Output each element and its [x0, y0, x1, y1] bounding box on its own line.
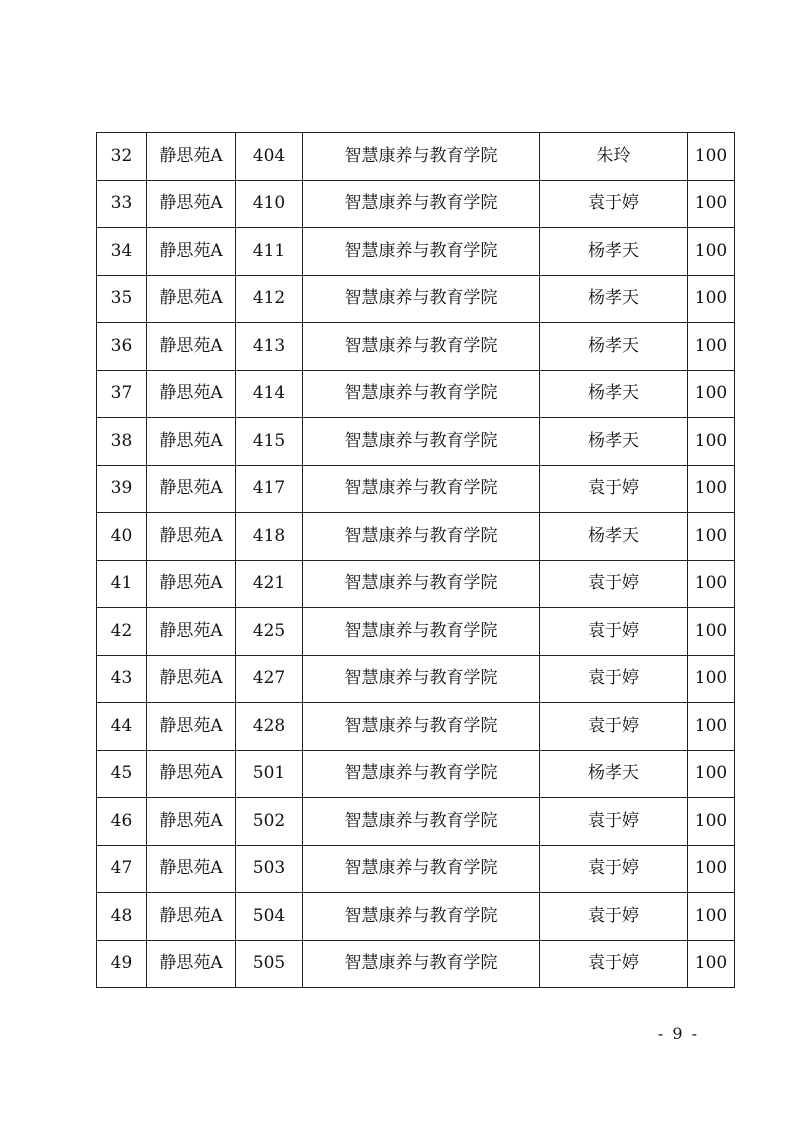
score-cell: 100: [688, 465, 735, 513]
room-number-cell: 411: [236, 228, 303, 276]
score-cell: 100: [688, 370, 735, 418]
score-cell: 100: [688, 703, 735, 751]
college-cell: 智慧康养与教育学院: [303, 275, 540, 323]
row-number-cell: 49: [97, 940, 147, 988]
room-number-cell: 427: [236, 655, 303, 703]
building-cell: 静思苑A: [147, 798, 236, 846]
room-number-cell: 504: [236, 893, 303, 941]
college-cell: 智慧康养与教育学院: [303, 133, 540, 181]
room-number-cell: 417: [236, 465, 303, 513]
person-name-cell: 朱玲: [540, 133, 688, 181]
building-cell: 静思苑A: [147, 323, 236, 371]
score-cell: 100: [688, 798, 735, 846]
row-number-cell: 48: [97, 893, 147, 941]
person-name-cell: 袁于婷: [540, 655, 688, 703]
building-cell: 静思苑A: [147, 133, 236, 181]
person-name-cell: 袁于婷: [540, 940, 688, 988]
row-number-cell: 34: [97, 228, 147, 276]
person-name-cell: 袁于婷: [540, 608, 688, 656]
room-number-cell: 413: [236, 323, 303, 371]
score-cell: 100: [688, 275, 735, 323]
room-number-cell: 404: [236, 133, 303, 181]
room-number-cell: 425: [236, 608, 303, 656]
person-name-cell: 杨孝天: [540, 418, 688, 466]
room-number-cell: 412: [236, 275, 303, 323]
table-row: [97, 133, 735, 181]
building-cell: 静思苑A: [147, 275, 236, 323]
score-cell: 100: [688, 323, 735, 371]
table-row: [97, 798, 735, 846]
building-cell: 静思苑A: [147, 940, 236, 988]
room-number-cell: 502: [236, 798, 303, 846]
table-row: [97, 465, 735, 513]
row-number-cell: 46: [97, 798, 147, 846]
table-row: [97, 893, 735, 941]
room-number-cell: 418: [236, 513, 303, 561]
person-name-cell: 杨孝天: [540, 370, 688, 418]
table-row: [97, 560, 735, 608]
table-row: [97, 418, 735, 466]
score-cell: 100: [688, 180, 735, 228]
table-row: [97, 513, 735, 561]
table-row: [97, 228, 735, 276]
college-cell: 智慧康养与教育学院: [303, 418, 540, 466]
score-cell: 100: [688, 513, 735, 561]
building-cell: 静思苑A: [147, 560, 236, 608]
person-name-cell: 袁于婷: [540, 560, 688, 608]
building-cell: 静思苑A: [147, 370, 236, 418]
row-number-cell: 41: [97, 560, 147, 608]
score-cell: 100: [688, 418, 735, 466]
score-cell: 100: [688, 133, 735, 181]
table-row: [97, 180, 735, 228]
table-row: [97, 845, 735, 893]
college-cell: 智慧康养与教育学院: [303, 655, 540, 703]
college-cell: 智慧康养与教育学院: [303, 323, 540, 371]
row-number-cell: 32: [97, 133, 147, 181]
person-name-cell: 杨孝天: [540, 750, 688, 798]
score-cell: 100: [688, 655, 735, 703]
person-name-cell: 杨孝天: [540, 228, 688, 276]
person-name-cell: 袁于婷: [540, 703, 688, 751]
score-cell: 100: [688, 750, 735, 798]
college-cell: 智慧康养与教育学院: [303, 940, 540, 988]
building-cell: 静思苑A: [147, 703, 236, 751]
person-name-cell: 袁于婷: [540, 798, 688, 846]
building-cell: 静思苑A: [147, 893, 236, 941]
row-number-cell: 47: [97, 845, 147, 893]
table-body: [97, 133, 735, 988]
building-cell: 静思苑A: [147, 180, 236, 228]
score-cell: 100: [688, 893, 735, 941]
room-number-cell: 503: [236, 845, 303, 893]
person-name-cell: 袁于婷: [540, 845, 688, 893]
room-number-cell: 501: [236, 750, 303, 798]
score-cell: 100: [688, 228, 735, 276]
person-name-cell: 袁于婷: [540, 180, 688, 228]
table-row: [97, 940, 735, 988]
room-number-cell: 505: [236, 940, 303, 988]
score-cell: 100: [688, 940, 735, 988]
table-row: [97, 370, 735, 418]
score-cell: 100: [688, 560, 735, 608]
table-row: [97, 750, 735, 798]
college-cell: 智慧康养与教育学院: [303, 370, 540, 418]
row-number-cell: 42: [97, 608, 147, 656]
room-number-cell: 415: [236, 418, 303, 466]
building-cell: 静思苑A: [147, 750, 236, 798]
table-row: [97, 703, 735, 751]
college-cell: 智慧康养与教育学院: [303, 893, 540, 941]
college-cell: 智慧康养与教育学院: [303, 465, 540, 513]
person-name-cell: 袁于婷: [540, 893, 688, 941]
building-cell: 静思苑A: [147, 655, 236, 703]
row-number-cell: 43: [97, 655, 147, 703]
building-cell: 静思苑A: [147, 418, 236, 466]
score-cell: 100: [688, 845, 735, 893]
college-cell: 智慧康养与教育学院: [303, 845, 540, 893]
table-row: [97, 608, 735, 656]
person-name-cell: 袁于婷: [540, 465, 688, 513]
building-cell: 静思苑A: [147, 513, 236, 561]
table-row: [97, 275, 735, 323]
dormitory-table: [96, 132, 735, 988]
row-number-cell: 44: [97, 703, 147, 751]
row-number-cell: 37: [97, 370, 147, 418]
college-cell: 智慧康养与教育学院: [303, 750, 540, 798]
building-cell: 静思苑A: [147, 845, 236, 893]
score-cell: 100: [688, 608, 735, 656]
table-row: [97, 323, 735, 371]
row-number-cell: 45: [97, 750, 147, 798]
college-cell: 智慧康养与教育学院: [303, 703, 540, 751]
room-number-cell: 428: [236, 703, 303, 751]
building-cell: 静思苑A: [147, 228, 236, 276]
building-cell: 静思苑A: [147, 608, 236, 656]
college-cell: 智慧康养与教育学院: [303, 798, 540, 846]
college-cell: 智慧康养与教育学院: [303, 560, 540, 608]
row-number-cell: 40: [97, 513, 147, 561]
room-number-cell: 421: [236, 560, 303, 608]
building-cell: 静思苑A: [147, 465, 236, 513]
person-name-cell: 杨孝天: [540, 323, 688, 371]
row-number-cell: 35: [97, 275, 147, 323]
college-cell: 智慧康养与教育学院: [303, 228, 540, 276]
row-number-cell: 38: [97, 418, 147, 466]
table-row: [97, 655, 735, 703]
row-number-cell: 36: [97, 323, 147, 371]
room-number-cell: 414: [236, 370, 303, 418]
college-cell: 智慧康养与教育学院: [303, 180, 540, 228]
row-number-cell: 33: [97, 180, 147, 228]
person-name-cell: 杨孝天: [540, 513, 688, 561]
person-name-cell: 杨孝天: [540, 275, 688, 323]
page-number: - 9 -: [657, 1024, 699, 1043]
college-cell: 智慧康养与教育学院: [303, 608, 540, 656]
room-number-cell: 410: [236, 180, 303, 228]
row-number-cell: 39: [97, 465, 147, 513]
college-cell: 智慧康养与教育学院: [303, 513, 540, 561]
